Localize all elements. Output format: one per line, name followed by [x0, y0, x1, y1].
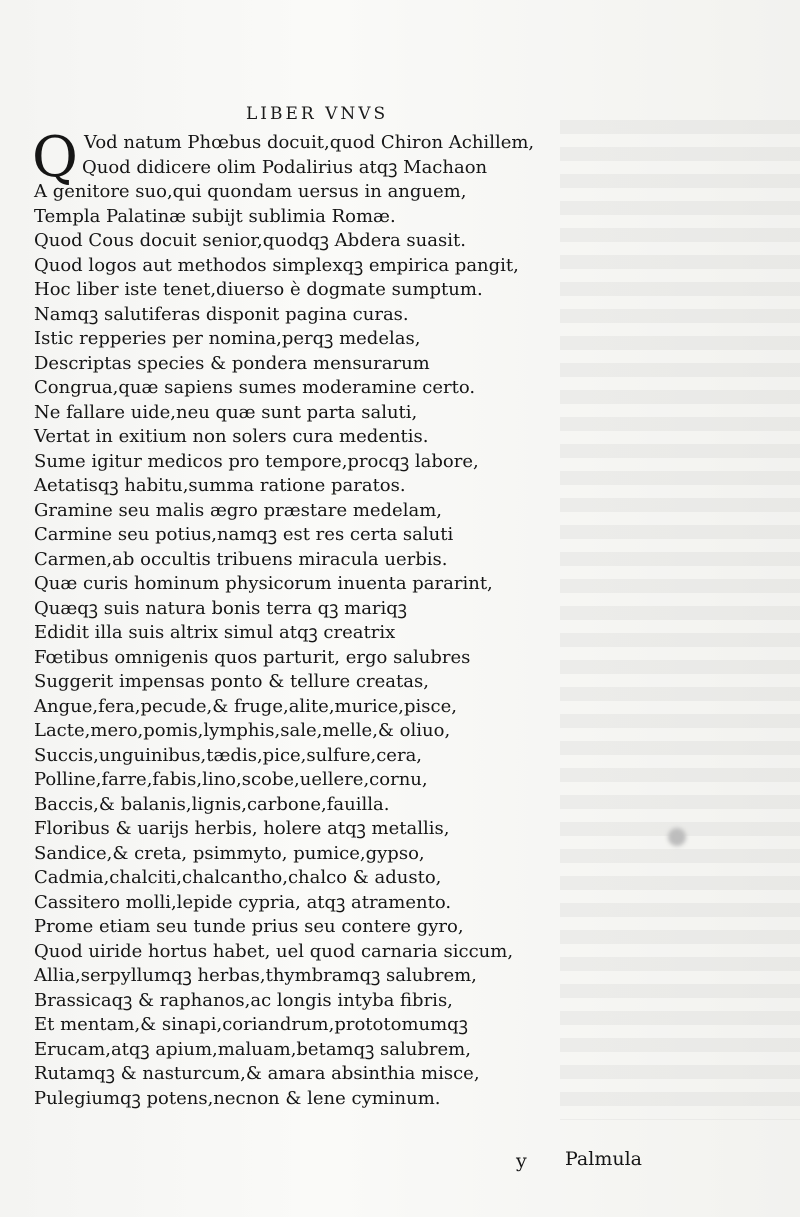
- drop-capital: Q: [32, 125, 78, 190]
- show-through-text: [560, 120, 800, 1120]
- verse-line: Quod Cous docuit senior,quodqꝫ Abdera suasit.: [34, 230, 466, 251]
- verse-line: A genitore suo,qui quondam uersus in anguem,: [34, 181, 467, 202]
- verse-line: Quæqꝫ suis natura bonis terra qꝫ mariqꝫ: [34, 597, 408, 619]
- verse-line: Quæ curis hominum physicorum inuenta pararint,: [34, 573, 493, 594]
- verse-line: Polline,farre,fabis,lino,scobe,uellere,cornu,: [34, 769, 428, 790]
- verse-block: [32, 125, 594, 1111]
- verse-line: Carmen,ab occultis tribuens miracula uerbis.: [34, 548, 448, 570]
- verse-line: Prome etiam seu tunde prius seu contere gyro,: [34, 916, 464, 937]
- verse-line: Templa Palatinæ subijt sublimia Romæ.: [34, 205, 396, 227]
- verse-line: Lacte,mero,pomis,lymphis,sale,melle,& oliuo,: [34, 720, 451, 741]
- verse-line: Erucam,atqꝫ apium,maluam,betamqꝫ salubrem,: [34, 1038, 471, 1060]
- verse-line: Cadmia,chalciti,chalcantho,chalco & adusto,: [34, 867, 442, 888]
- signature-mark: y: [516, 1150, 527, 1172]
- paper-stain: [668, 828, 686, 846]
- catchword: Palmula: [565, 1148, 642, 1170]
- verse-line: Succis,unguinibus,tædis,pice,sulfure,cera,: [34, 744, 423, 766]
- verse-line: Et mentam,& sinapi,coriandrum,prototomumqꝫ: [34, 1014, 468, 1035]
- verse-line: Quod logos aut methodos simplexqꝫ empirica pangit,: [34, 254, 519, 276]
- verse-line: Quod uiride hortus habet, uel quod carnaria siccum,: [34, 940, 514, 962]
- verse-line: Gramine seu malis ægro præstare medelam,: [34, 499, 442, 521]
- verse-line: Hoc liber iste tenet,diuerso è dogmate sumptum.: [34, 279, 483, 300]
- verse-line: Angue,fera,pecude,& fruge,alite,murice,pisce,: [34, 695, 457, 717]
- verse-line: Sume igitur medicos pro tempore,procqꝫ labore,: [34, 450, 479, 472]
- verse-line: Fœtibus omnigenis quos parturit, ergo salubres: [34, 646, 471, 668]
- verse-line: Sandice,& creta, psimmyto, pumice,gypso,: [34, 842, 425, 864]
- verse-line: Quod didicere olim Podalirius atqꝫ Machaon: [82, 156, 488, 178]
- verse-line: Ne fallare uide,neu quæ sunt parta saluti,: [34, 401, 418, 423]
- running-header: LIBER VNVS: [246, 104, 389, 124]
- verse-line: Brassicaqꝫ & raphanos,ac longis intyba fibris,: [34, 989, 453, 1011]
- verse-line: Allia,serpyllumqꝫ herbas,thymbramqꝫ salubrem,: [34, 965, 477, 986]
- verse-line: Baccis,& balanis,lignis,carbone,fauilla.: [34, 793, 390, 815]
- verse-line: Rutamqꝫ & nasturcum,& amara absinthia misce,: [34, 1063, 480, 1084]
- verse-line: Floribus & uarijs herbis, holere atqꝫ metallis,: [34, 818, 450, 839]
- verse-line: Carmine seu potius,namqꝫ est res certa saluti: [34, 524, 454, 545]
- verse-line: Istic repperies per nomina,perqꝫ medelas,: [34, 328, 421, 349]
- verse-line: Namqꝫ salutiferas disponit pagina curas.: [34, 303, 409, 325]
- verse-line: Vertat in exitium non solers cura medentis.: [34, 426, 429, 447]
- verse-line: Cassitero molli,lepide cypria, atqꝫ atramento.: [34, 891, 452, 913]
- verse-line: Descriptas species & pondera mensurarum: [34, 352, 430, 374]
- verse-line: Aetatisqꝫ habitu,summa ratione paratos.: [34, 475, 406, 496]
- verse-line: Congrua,quæ sapiens sumes moderamine certo.: [34, 377, 476, 398]
- verse-line: Edidit illa suis altrix simul atqꝫ creatrix: [34, 622, 396, 643]
- verse-line: Pulegiumqꝫ potens,necnon & lene cyminum.: [34, 1087, 441, 1109]
- verse-line: Suggerit impensas ponto & tellure creatas,: [34, 671, 429, 692]
- verse-line: Vod natum Phœbus docuit,quod Chiron Achillem,: [84, 132, 535, 153]
